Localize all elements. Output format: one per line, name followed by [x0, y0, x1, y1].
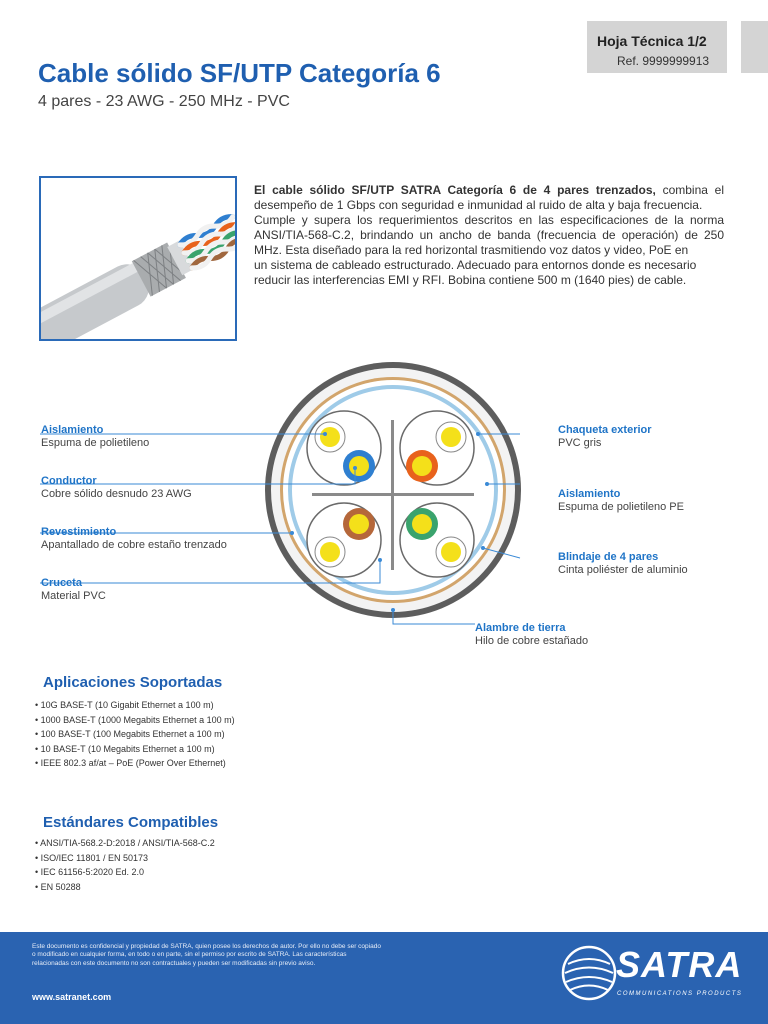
label-revestimiento: Revestimiento Apantallado de cobre estaño trenzado — [41, 526, 227, 551]
list-item: • 10 BASE-T (10 Megabits Ethernet a 100 m) — [35, 743, 215, 754]
cable-illustration — [41, 178, 235, 339]
applications-list — [35, 698, 235, 771]
list-item: • 10G BASE-T (10 Gigabit Ethernet a 100 m) — [35, 700, 214, 710]
brand-logo-text: SATRA — [616, 944, 743, 985]
description-lead: El cable sólido SF/UTP SATRA Categoría 6 de 4 pares trenzados, — [254, 183, 656, 197]
list-item: • 1000 BASE-T (1000 Megabits Ethernet a 100 m) — [35, 714, 235, 725]
page-subtitle: 4 pares - 23 AWG - 250 MHz - PVC — [38, 93, 290, 110]
label-alambre-tierra: Alambre de tierra Hilo de cobre estañado — [475, 622, 589, 647]
standards-heading: Estándares Compatibles — [43, 814, 219, 831]
list-item: • IEEE 802.3 af/at – PoE (Power Over Ethernet) — [35, 758, 226, 768]
label-aislamiento-left: Aislamiento Espuma de polietileno — [41, 424, 150, 449]
label-aislamiento-right: Aislamiento Espuma de polietileno PE — [558, 488, 684, 513]
list-item: • ISO/IEC 11801 / EN 50173 — [35, 852, 149, 863]
satra-globe-icon — [560, 944, 618, 1002]
footer — [0, 932, 768, 1024]
reference-number: Ref. 9999999913 — [617, 54, 710, 68]
standards-list — [35, 836, 215, 894]
description-paragraph-1 — [254, 183, 724, 213]
website-link[interactable]: www.satranet.com — [32, 992, 112, 1002]
label-blindaje: Blindaje de 4 pares Cinta poliéster de aluminio — [558, 551, 688, 576]
description-paragraph-3: un sistema de cableado estructurado. Adecuado para entornos donde es necesario — [254, 258, 697, 272]
list-item: • EN 50288 — [35, 881, 81, 892]
page-title: Cable sólido SF/UTP Categoría 6 — [38, 58, 441, 88]
list-item: • ANSI/TIA-568.2-D:2018 / ANSI/TIA-568-C.2 — [35, 838, 215, 848]
sheet-info-box — [587, 21, 727, 73]
cable-photo — [39, 176, 237, 341]
description-lead-rest: combina el desempeño de 1 Gbps con seguridad e inmunidad al ruido de alta y baja frecuencia. — [254, 183, 725, 212]
label-conductor: Conductor Cobre sólido desnudo 23 AWG — [41, 475, 192, 500]
sheet-side-bar — [741, 21, 768, 73]
list-item: • 100 BASE-T (100 Megabits Ethernet a 100 m) — [35, 729, 225, 739]
description-paragraph-2: Cumple y supera los requerimientos descritos en las especificaciones de la norma ANSI/TIA-568-C.2, brindando un ancho de banda (frecuencia de operación) de 250 MHz. Esta diseñado para la red horizontal trasmitiendo voz datos y video, PoE en — [254, 213, 724, 257]
list-item: • IEC 61156-5:2020 Ed. 2.0 — [35, 867, 145, 877]
product-description — [254, 183, 724, 288]
legal-notice: Este documento es confidencial y propiedad de SATRA, quien posee los derechos de autor. Por ello no debe ser copiado o modificado en cualquier forma, en todo o en parte, sin el permiso por escrito de SATRA. Las características relacionadas con este documento no son contractuales y pueden ser modificadas sin previo aviso. — [32, 943, 381, 967]
description-paragraph-4: reducir las interferencias EMI y RFI. Bobina contiene 500 m (1640 pies) de cable. — [254, 273, 687, 287]
brand-tagline: COMMUNICATIONS PRODUCTS — [617, 991, 743, 997]
label-chaqueta-exterior: Chaqueta exterior PVC gris — [558, 424, 652, 449]
applications-heading: Aplicaciones Soportadas — [43, 674, 223, 691]
sheet-label: Hoja Técnica 1/2 — [597, 33, 707, 49]
label-cruceta: Cruceta Material PVC — [41, 577, 106, 602]
